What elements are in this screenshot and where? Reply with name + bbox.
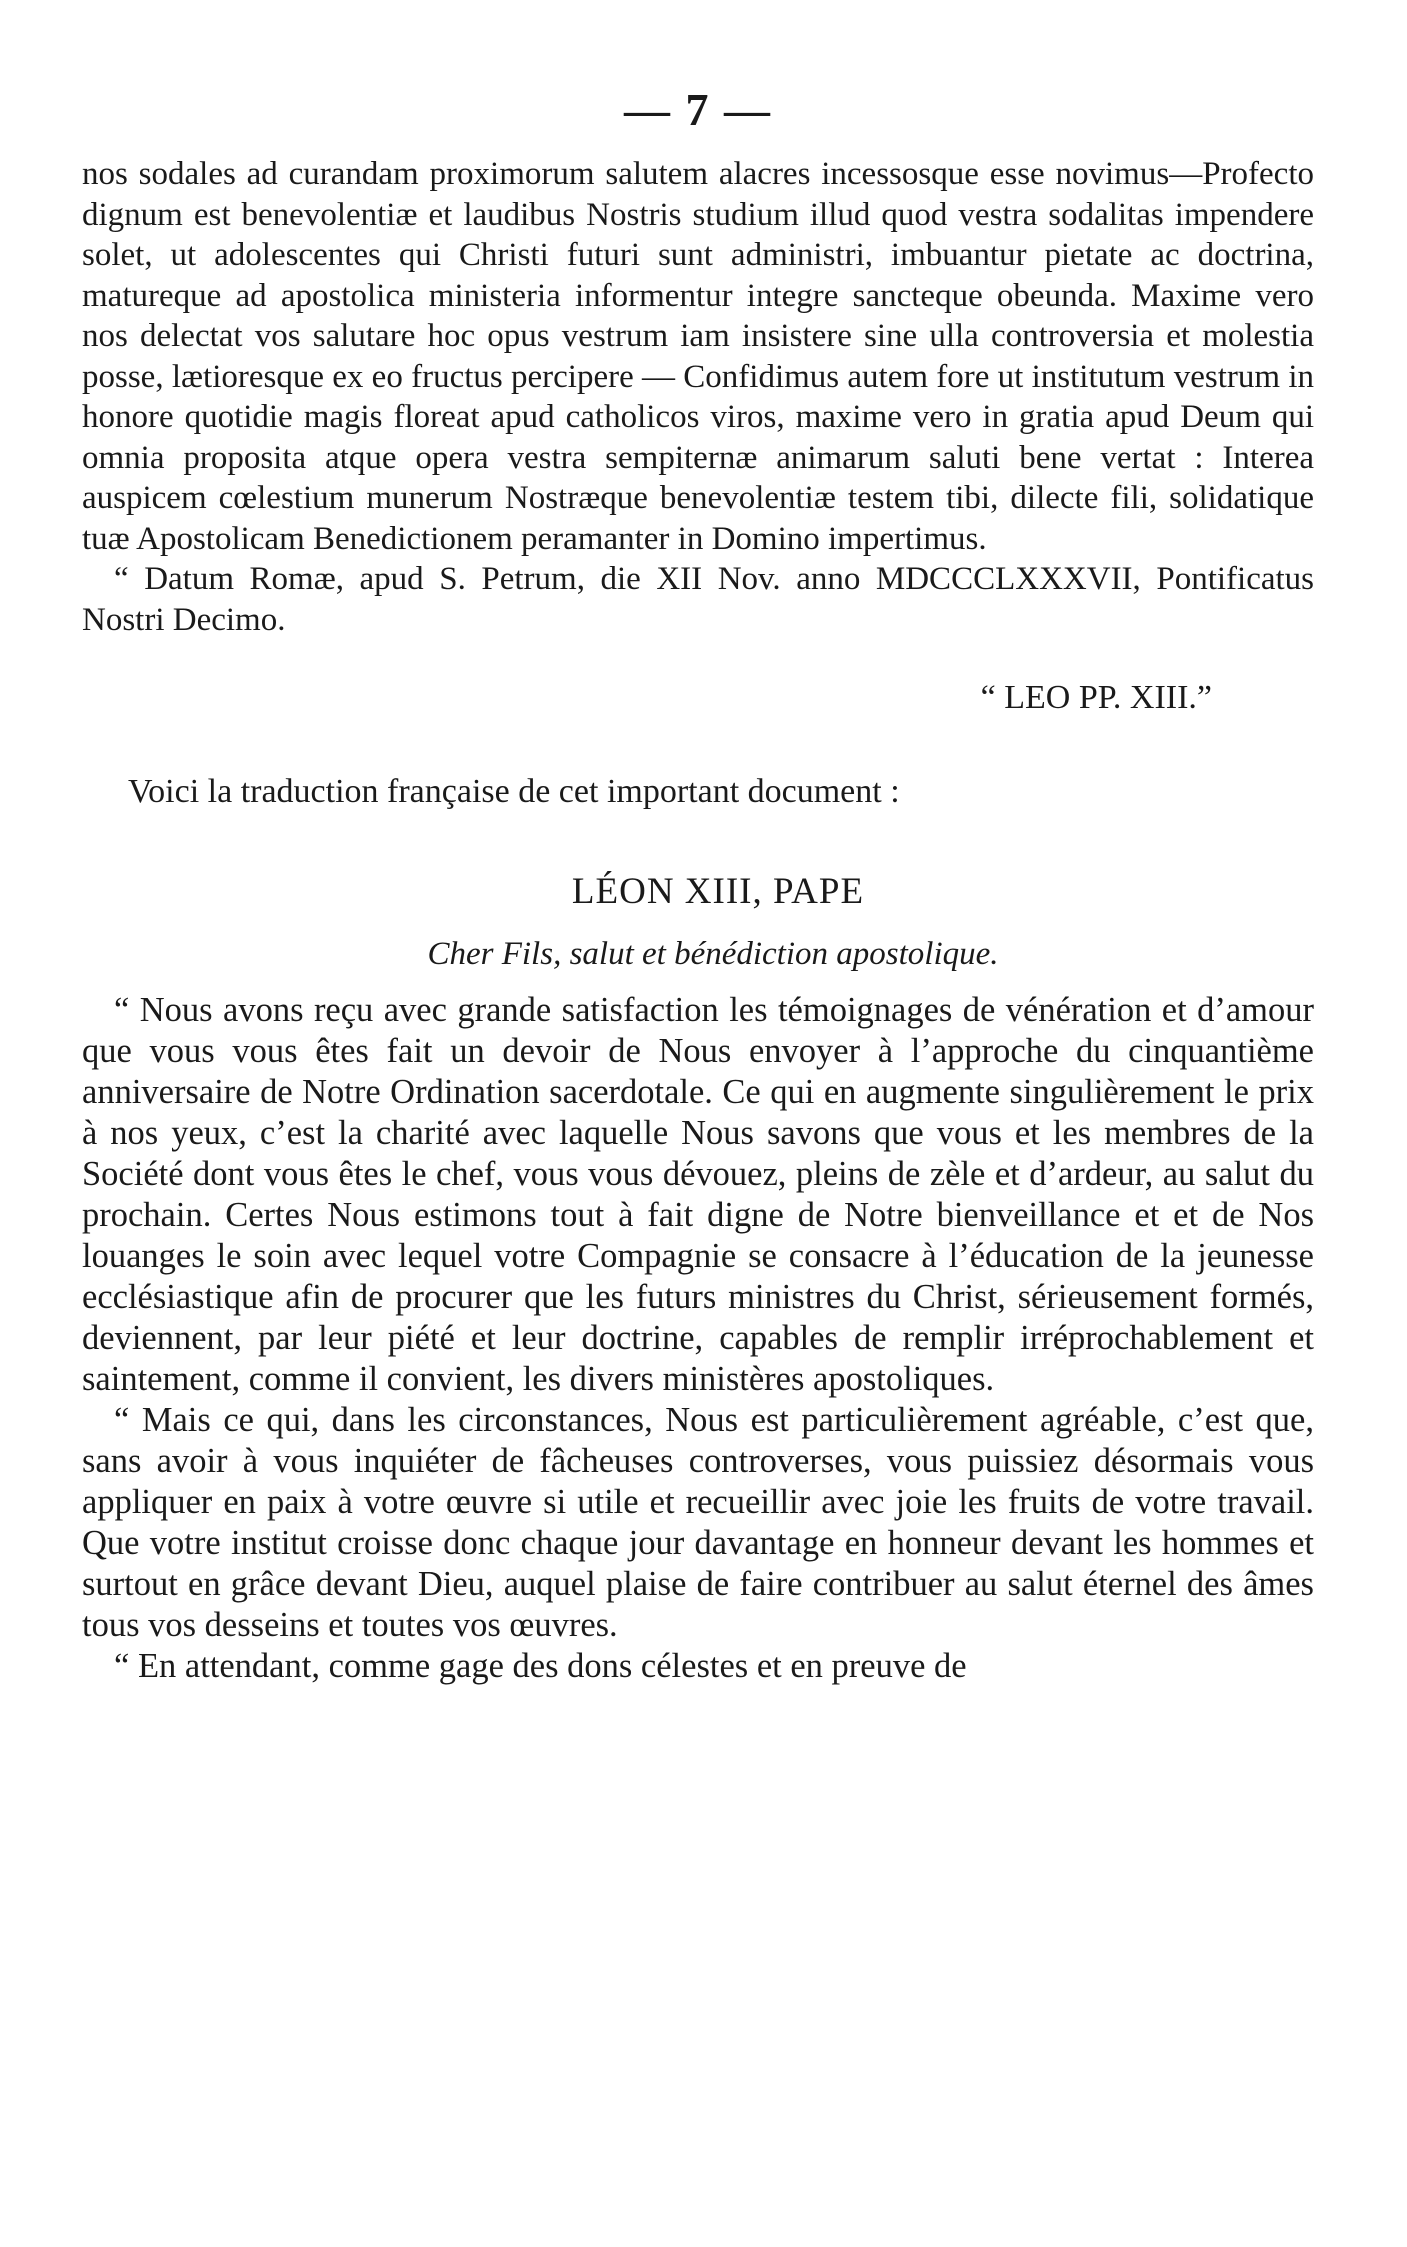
salutation: Cher Fils, salut et bénédiction apostolique. bbox=[427, 936, 999, 972]
translation-intro: Voici la traduction française de cet important document : bbox=[128, 773, 900, 810]
latin-paragraph-dating: “ Datum Romæ, apud S. Petrum, die XII Nov. anno MDCCCLXXXVII, Pontificatus Nostri Decimo. bbox=[82, 561, 1314, 638]
latin-paragraph-1: nos sodales ad curandam proximorum salutem alacres incessosque esse novimus—Profecto dignum est benevolentiæ et laudibus Nostris studium illud quod vestra sodalitas impendere solet, ut adolescentes qui Christi futuri sunt administri, imbuantur pietate ac doctrina, matureque ad apostolica ministeria informentur integre sancteque obeunda. Maxime vero nos delectat vos salutare hoc opus vestrum iam insistere sine ulla controversia et molestia posse, lætioresque ex eo fructus percipere — Confidimus autem fore ut institutum vestrum in honore quotidie magis floreat apud catholicos viros, maxime vero in gratia apud Deum qui omnia proposita atque opera vestra sempiternæ animarum saluti bene vertat : Interea auspicem cœlestium munerum Nostræque benevolentiæ testem tibi, dilecte fili, solidatique tuæ Apostolicam Benedictionem peramanter in Domino impertimus. bbox=[82, 156, 1314, 557]
french-paragraph-3: “ En attendant, comme gage des dons célestes et en preuve de bbox=[114, 1647, 967, 1685]
document-page bbox=[82, 80, 1314, 1687]
french-paragraph-2: “ Mais ce qui, dans les circonstances, Nous est particulièrement agréable, c’est que, sans avoir à vous inquiéter de fâcheuses controverses, vous puissiez désormais vous appliquer en paix à votre œuvre si utile et recueillir avec joie les fruits de votre travail. Que votre institut croisse donc chaque jour davantage en honneur devant les hommes et surtout en grâce devant Dieu, auquel plaise de faire contribuer au salut éternel des âmes tous vos desseins et toutes vos œuvres. bbox=[82, 1401, 1314, 1644]
french-paragraph-1: “ Nous avons reçu avec grande satisfaction les témoignages de vénération et d’amour que vous vous êtes fait un devoir de Nous envoyer à l’approche du cinquantième anniversaire de Notre Ordination sacerdotale. Ce qui en augmente singulièrement le prix à nos yeux, c’est la charité avec laquelle Nous savons que vous et les membres de la Société dont vous êtes le chef, vous vous dévouez, pleins de zèle et d’ardeur, au salut du prochain. Certes Nous estimons tout à fait digne de Notre bienveillance et et de Nos louanges le soin avec lequel votre Compagnie se consacre à l’éducation de la jeunesse ecclésiastique afin de procurer que les futurs ministres du Christ, sérieusement formés, deviennent, par leur piété et leur doctrine, capables de remplir irréprochablement et saintement, comme il convient, les divers ministères apostoliques. bbox=[82, 991, 1314, 1398]
latin-text bbox=[82, 154, 1314, 718]
section-heading: LÉON XIII, PAPE bbox=[571, 871, 865, 912]
signature: “ LEO PP. XIII.” bbox=[980, 679, 1212, 716]
page-number: — 7 — bbox=[624, 84, 772, 135]
french-text bbox=[82, 990, 1314, 1687]
